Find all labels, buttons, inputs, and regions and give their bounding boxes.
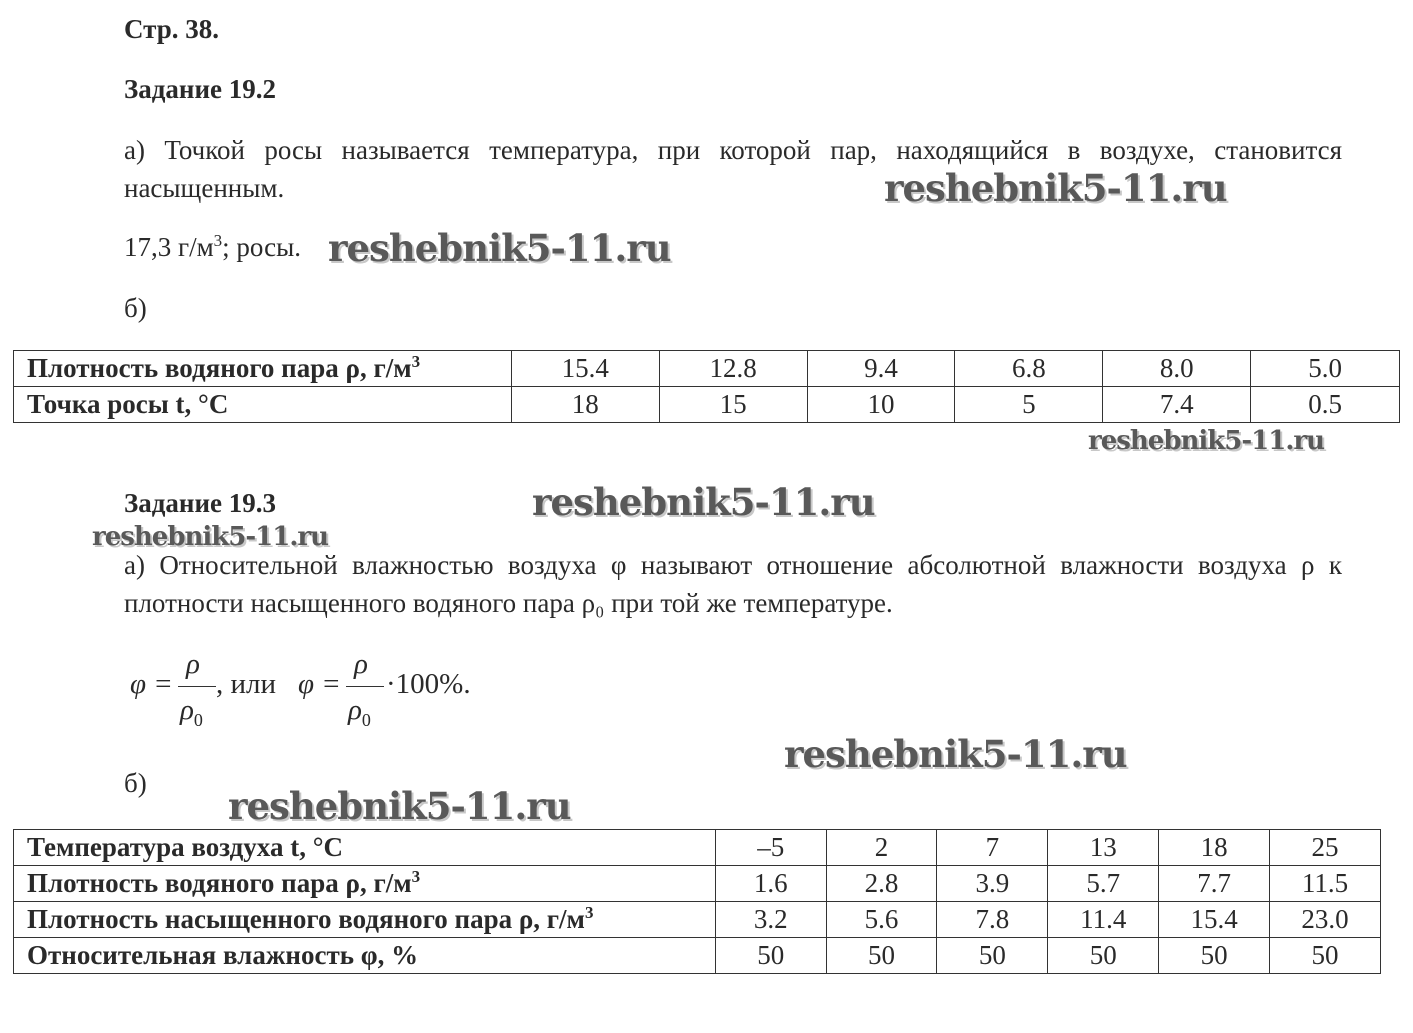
value-tail: ; росы.: [222, 232, 301, 262]
formula-denominator: [180, 694, 203, 730]
table-cell: 9.4: [807, 351, 955, 387]
table-cell: 50: [1270, 938, 1381, 974]
table-cell: 15: [659, 387, 807, 423]
table-cell: 18: [511, 387, 659, 423]
row-header: [14, 938, 716, 974]
row-label: Точка росы t, °С: [27, 389, 229, 419]
table-cell: 5.6: [826, 902, 937, 938]
table-cell: 11.5: [1270, 866, 1381, 902]
table-cell: 15.4: [511, 351, 659, 387]
row-label: Плотность водяного пара ρ, г/м: [27, 353, 412, 383]
formula-tail: ·100%.: [386, 668, 471, 700]
table-cell: 15.4: [1159, 902, 1270, 938]
table-row: [14, 902, 1381, 938]
table-cell: 5.7: [1048, 866, 1159, 902]
table-cell: 7.8: [937, 902, 1048, 938]
formula-numerator: ρ: [186, 648, 200, 680]
watermark-text: reshebnik5-11.ru: [228, 784, 571, 828]
formula-denominator-2: [348, 694, 371, 730]
watermark-text: reshebnik5-11.ru: [328, 226, 671, 270]
watermark-text: reshebnik5-11.ru: [784, 732, 1127, 776]
value-text: 17,3 г/м: [124, 232, 214, 262]
table-cell: 7.4: [1103, 387, 1251, 423]
formula-fraction-bar-2: [346, 686, 384, 687]
table-cell: 1.6: [715, 866, 826, 902]
table-cell: 50: [1048, 938, 1159, 974]
table-cell: 23.0: [1270, 902, 1381, 938]
table-cell: 18: [1159, 830, 1270, 866]
watermark-text: reshebnik5-11.ru: [884, 166, 1227, 210]
table-cell: 7.7: [1159, 866, 1270, 902]
table-cell: 8.0: [1103, 351, 1251, 387]
formula-numerator-2: ρ: [354, 648, 368, 680]
row-label-sup: 3: [584, 903, 594, 922]
page-label: Стр. 38.: [124, 14, 220, 44]
table-cell: 3.9: [937, 866, 1048, 902]
formula-fraction-bar: [178, 686, 216, 687]
row-header: [14, 902, 716, 938]
row-label: Плотность насыщенного водяного пара ρ, г/м: [27, 904, 585, 934]
row-label: Температура воздуха t, °С: [27, 832, 343, 862]
table-cell: –5: [715, 830, 826, 866]
row-label-sup: 3: [411, 352, 421, 371]
task-19-2-paragraph-a: а) Точкой росы называется температура, при которой пар, находящийся в воздухе, становится насыщенным.: [124, 135, 1342, 203]
table-cell: 13: [1048, 830, 1159, 866]
watermark-text: reshebnik5-11.ru: [1088, 426, 1325, 456]
task-19-2-value-line: [124, 232, 301, 263]
table-row: [14, 866, 1381, 902]
formula-lhs-2: φ =: [298, 668, 341, 700]
task-19-2-title: Задание 19.2: [124, 74, 277, 104]
task-19-3-paragraph-a: а) Относительной влажностью воздуха φ называют отношение абсолютной влажности воздуха ρ к плотности насыщенного водяного пара ρ₀ при той же температуре.: [124, 550, 1342, 618]
table-cell: 2: [826, 830, 937, 866]
table-cell: 50: [715, 938, 826, 974]
row-header: [14, 351, 512, 387]
value-sup: 3: [213, 231, 223, 250]
table-row: [14, 830, 1381, 866]
row-header: [14, 866, 716, 902]
task-19-3-label-b: б): [124, 768, 147, 798]
table-cell: 10: [807, 387, 955, 423]
table-cell: 12.8: [659, 351, 807, 387]
task-19-2-label-b: б): [124, 293, 147, 323]
table-cell: 50: [937, 938, 1048, 974]
watermark-text: reshebnik5-11.ru: [92, 522, 329, 552]
formula-separator: , или: [216, 668, 277, 700]
dew-point-table: [13, 350, 1400, 423]
table-row: [14, 938, 1381, 974]
den-subscript: 0: [193, 709, 203, 730]
table-cell: 50: [1159, 938, 1270, 974]
table-cell: 7: [937, 830, 1048, 866]
table-cell: 11.4: [1048, 902, 1159, 938]
row-label: Плотность водяного пара ρ, г/м: [27, 868, 412, 898]
formula-lhs: φ =: [130, 668, 173, 700]
row-header: [14, 387, 512, 423]
den2-subscript: 0: [361, 709, 371, 730]
row-label-sup: 3: [411, 867, 421, 886]
watermark-text: reshebnik5-11.ru: [532, 480, 875, 524]
table-cell: 5: [955, 387, 1103, 423]
table-cell: 0.5: [1251, 387, 1400, 423]
den2-symbol: ρ: [348, 694, 362, 726]
table-cell: 2.8: [826, 866, 937, 902]
table-row: [14, 351, 1400, 387]
task-19-3-title: Задание 19.3: [124, 488, 277, 518]
table-cell: 5.0: [1251, 351, 1400, 387]
table-cell: 3.2: [715, 902, 826, 938]
table-cell: 25: [1270, 830, 1381, 866]
den-symbol: ρ: [180, 694, 194, 726]
humidity-table: [13, 829, 1381, 974]
row-header: [14, 830, 716, 866]
row-label: Относительная влажность φ, %: [27, 940, 419, 970]
table-row: [14, 387, 1400, 423]
table-cell: 6.8: [955, 351, 1103, 387]
table-cell: 50: [826, 938, 937, 974]
